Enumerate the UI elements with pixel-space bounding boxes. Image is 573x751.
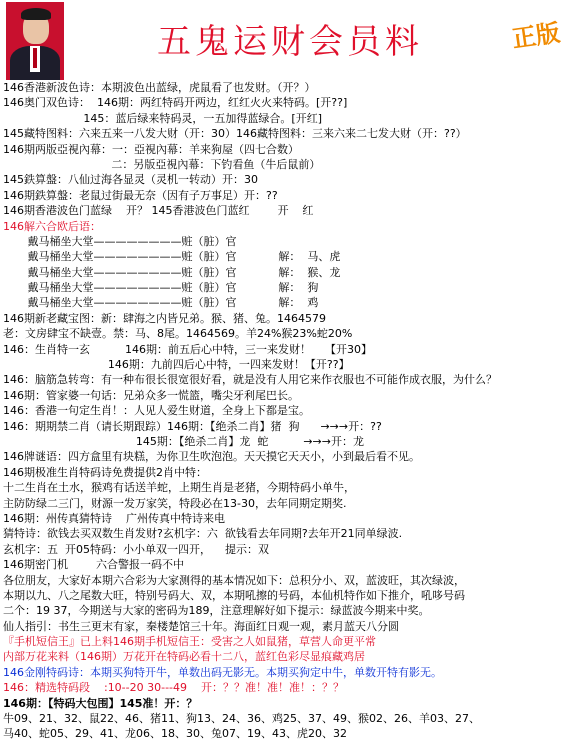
text-line: 老：文房肆宝不缺壹。禁：马、8尾。1464569。羊24%猴23%蛇20%: [3, 327, 353, 341]
text-line: 145鉄算盤：八仙过海各显灵（灵机一转动）开：30: [3, 173, 258, 187]
text-line: 仙人指引：书生三更末有家，秦楼楚馆三十年。海面红日观一观，素月蓝天八分圆: [3, 619, 399, 633]
text-line: 十二生肖在土水，猴鸡有话送羊蛇，上期生肖是老猪，今期特码小单牛，: [3, 481, 355, 495]
text-line: 马40、蛇05、29、41、龙06、18、30、兔07、19、43、虎20、32: [3, 727, 347, 741]
text-line: 146：脑筋急转弯：有一种布很长很宽很好看，就是没有人用它来作衣服也不可能作成衣服，为什么？: [3, 373, 497, 387]
text-line: 146解六合欧后语：: [3, 219, 101, 233]
page-header: [0, 0, 573, 84]
authentic-stamp: 正版: [510, 18, 562, 54]
text-line: 146：生肖特一玄 146期：前五后心中特，三一来发财！ 【开30】: [3, 342, 372, 356]
text-line: 146期新老藏宝图：新：肆海之内皆兄弟。猴、猪、兔。1464579: [3, 311, 326, 325]
text-line: 146期：【特码大包围】145准！开：？: [3, 696, 198, 710]
text-line: 内部万花来料（146期）万花开在特码必看十二八，蓝红色彩尽显痕藏鸡居: [3, 650, 365, 664]
text-line: 主防防绿二三门，财源一发万家笑，特段必在13-30，去年同期定期奖.: [3, 496, 347, 510]
portrait-photo: [6, 2, 64, 80]
text-line: 146期鉄算盤：老鼠过街最无奈（因有子万事足）开：??: [3, 188, 278, 202]
text-line: 本期以九、八之尾数大旺，特别号码大、双，本期吼擦的号码，本仙机特作如下推介，吼哆号码: [3, 588, 465, 602]
text-line: 猜特诗：欲钱去买双数生肖发财?玄机字：六 欲钱看去年同期?去年开21同单绿波.: [3, 527, 403, 541]
page-title: 五鬼运财会员料: [157, 22, 423, 62]
text-line: 戴马桶坐大堂————————赃（脏）官 解： 马、虎: [3, 250, 341, 264]
text-line: 146期密门机 六合警报一码不中: [3, 558, 184, 572]
text-line: 各位朋友，大家好本期六合彩为大家测得的基本情况如下：总积分小、双，蓝波旺，其次绿波，: [3, 573, 465, 587]
text-line: 146：香港一句定生肖！：人见人爱生财道，全身上下都是宝。: [3, 404, 310, 418]
text-line: 二：另版亞視內幕：下钓看鱼（牛后鼠前）: [3, 157, 321, 171]
text-line: 146奥门双色诗： 146期：两红特码开两边，红红火火来特码。[开??]: [3, 96, 348, 110]
text-line: 146牌谜语：四方盒里有块糕，为你卫生吹泡泡。天天摸它天天小，小到最后看不见。: [3, 450, 420, 464]
text-line: 玄机字：五 开05特码：小小单双一四开， 提示：双: [3, 542, 269, 556]
text-line: 二个：19 37，今期送与大家的密码为189，注意理解好如下提示：绿蓝波今期来中奖。: [3, 604, 430, 618]
text-line: 146期：州传真猜特诗 广州传真中特诗来电: [3, 511, 225, 525]
text-line: 146期：九前四后心中特，一四来发财！【开??】: [3, 358, 350, 372]
text-line: 145：蓝后绿来特码灵，一五加得蓝绿合。[开红]: [3, 111, 322, 125]
text-line: 戴马桶坐大堂————————赃（脏）官 解： 猴、龙: [3, 265, 341, 279]
text-line: 146：精选特码段 :10--20 30---49 开：？？准！准！准！：？？: [3, 681, 345, 695]
text-line: 146期香港波色门蓝绿 开？ 145香港波色门蓝红 开 红: [3, 204, 314, 218]
text-line: 戴马桶坐大堂————————赃（脏）官 解： 鸡: [3, 296, 319, 310]
text-line: 146期：管家婆一句话：兄弟众多一慌篮，嘴尖牙利尾巴长。: [3, 388, 299, 402]
text-line: 146香港新波色诗：本期波色出蓝绿，虎鼠看了也发财。（开？）: [3, 81, 316, 94]
text-line: 牛09、21、32、鼠22、46、猪11、狗13、24、36、鸡25、37、49、猴02、26、羊03、27、: [3, 712, 480, 726]
text-line: 『手机短信王』已上料146期手机短信王：受害之人如鼠猪，草营人命更平常: [3, 635, 376, 649]
text-line: 戴马桶坐大堂————————赃（脏）官 解： 狗: [3, 281, 319, 295]
text-line: 146：期期禁二肖（请长期跟踪）146期：【绝杀二肖】猪 狗 →→→开：??: [3, 419, 382, 433]
text-line: 145藏特图料：六来五来一八发大财（开：30）146藏特图料：三来六来二七发大财（开：??）: [3, 127, 467, 141]
text-line: 戴马桶坐大堂————————赃（脏）官: [3, 234, 237, 248]
text-line: 146金刚特码诗：本期买狗特开牛，单数出码无影无。本期买狗定中牛，单数开特有影无。: [3, 665, 442, 679]
text-line: 145期：【绝杀二肖】龙 蛇 →→→开：龙: [3, 434, 364, 448]
content-body: [3, 80, 571, 742]
text-line: 146期两版亞視內幕：一：亞視內幕：羊来狗屋（四七合数）: [3, 142, 299, 156]
text-line: 146期极准生肖特码诗免费提供2肖中特：: [3, 465, 207, 479]
